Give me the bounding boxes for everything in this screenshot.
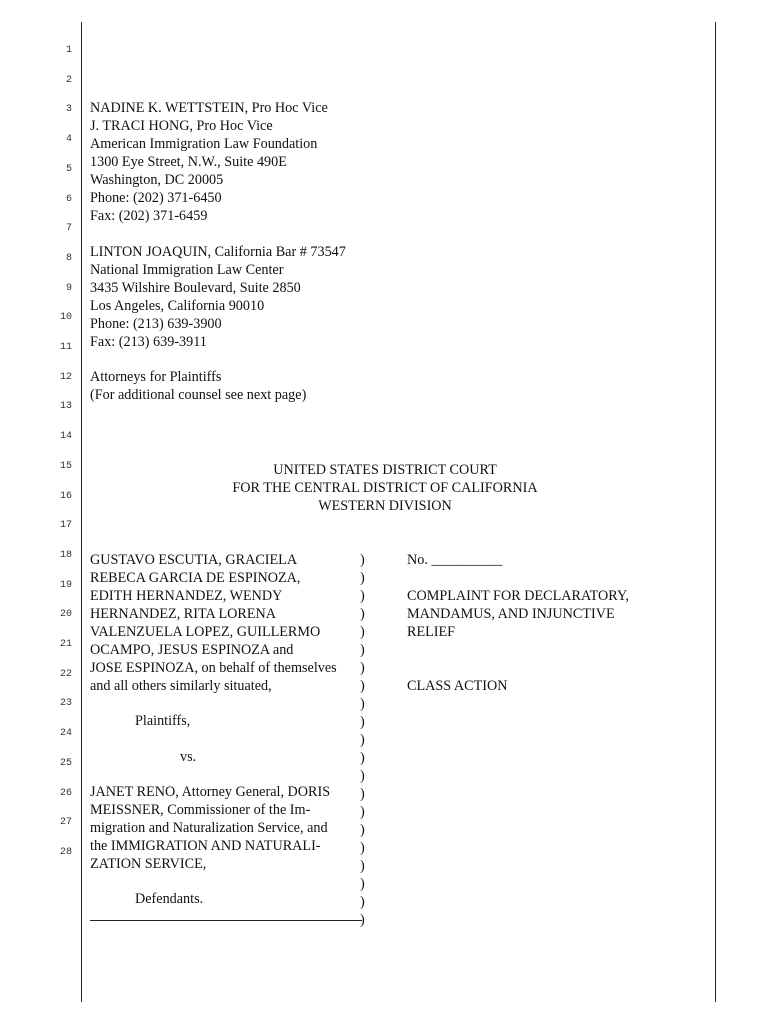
caption-parenthesis: ) bbox=[360, 624, 365, 640]
plaintiff-line: REBECA GARCIA DE ESPINOZA, bbox=[90, 570, 301, 586]
caption-parenthesis: ) bbox=[360, 768, 365, 784]
line-number: 23 bbox=[59, 698, 72, 710]
caption-parenthesis: ) bbox=[360, 588, 365, 604]
caption-parenthesis: ) bbox=[360, 606, 365, 622]
line-number: 20 bbox=[59, 609, 72, 621]
plaintiff-line: JOSE ESPINOZA, on behalf of themselves bbox=[90, 660, 337, 676]
counsel-line: Phone: (202) 371-6450 bbox=[90, 190, 222, 206]
defendant-line: JANET RENO, Attorney General, DORIS bbox=[90, 784, 331, 800]
plaintiff-line: EDITH HERNANDEZ, WENDY bbox=[90, 588, 283, 604]
plaintiffs-block bbox=[90, 551, 337, 695]
line-number: 9 bbox=[65, 282, 72, 294]
caption-parenthesis: ) bbox=[360, 786, 365, 802]
complaint-title-line: RELIEF bbox=[407, 624, 456, 640]
caption-parenthesis: ) bbox=[360, 876, 365, 892]
line-number: 17 bbox=[59, 520, 72, 532]
line-number: 13 bbox=[59, 401, 72, 413]
line-number: 22 bbox=[59, 668, 72, 680]
case-number: No. __________ bbox=[407, 552, 503, 568]
line-number: 18 bbox=[59, 549, 72, 561]
counsel-line: Fax: (213) 639-3911 bbox=[90, 334, 207, 350]
caption-parenthesis: ) bbox=[360, 696, 365, 712]
complaint-title-line: MANDAMUS, AND INJUNCTIVE bbox=[407, 606, 615, 622]
defendants-label: Defendants. bbox=[135, 891, 204, 907]
counsel-block-2 bbox=[90, 243, 346, 351]
complaint-title-line: COMPLAINT FOR DECLARATORY, bbox=[407, 588, 629, 604]
left-margin-rule bbox=[81, 22, 82, 1002]
counsel-line: National Immigration Law Center bbox=[90, 262, 284, 278]
caption-parenthesis: ) bbox=[360, 732, 365, 748]
counsel-line: Washington, DC 20005 bbox=[90, 172, 224, 188]
plaintiff-line: GUSTAVO ESCUTIA, GRACIELA bbox=[90, 552, 298, 568]
complaint-title bbox=[407, 587, 629, 641]
caption-parenthesis: ) bbox=[360, 570, 365, 586]
court-name: UNITED STATES DISTRICT COURT bbox=[273, 462, 497, 478]
defendant-line: migration and Naturalization Service, and bbox=[90, 820, 328, 836]
plaintiff-line: OCAMPO, JESUS ESPINOZA and bbox=[90, 642, 294, 658]
line-number: 11 bbox=[59, 342, 72, 353]
line-number: 12 bbox=[59, 371, 72, 383]
caption-parenthesis: ) bbox=[360, 804, 365, 820]
versus-label: vs. bbox=[180, 749, 197, 765]
line-number: 6 bbox=[65, 193, 72, 205]
line-number: 26 bbox=[59, 787, 72, 799]
line-number: 8 bbox=[65, 252, 72, 264]
counsel-line: J. TRACI HONG, Pro Hoc Vice bbox=[90, 118, 273, 134]
line-number: 4 bbox=[65, 134, 72, 146]
plaintiff-line: and all others similarly situated, bbox=[90, 678, 272, 694]
caption-bottom-rule bbox=[90, 920, 362, 921]
defendants-block bbox=[90, 783, 330, 873]
line-number: 16 bbox=[59, 490, 72, 502]
caption-parenthesis: ) bbox=[360, 750, 365, 766]
line-number: 14 bbox=[59, 431, 72, 443]
plaintiff-line: VALENZUELA LOPEZ, GUILLERMO bbox=[90, 624, 321, 640]
counsel-line: NADINE K. WETTSTEIN, Pro Hoc Vice bbox=[90, 100, 328, 116]
caption-parenthesis: ) bbox=[360, 894, 365, 910]
line-number: 28 bbox=[59, 846, 72, 858]
plaintiffs-label: Plaintiffs, bbox=[135, 713, 191, 729]
caption-parenthesis: ) bbox=[360, 858, 365, 874]
caption-parenthesis: ) bbox=[360, 642, 365, 658]
line-number: 5 bbox=[65, 163, 72, 175]
court-district: FOR THE CENTRAL DISTRICT OF CALIFORNIA bbox=[232, 480, 538, 496]
defendant-line: MEISSNER, Commissioner of the Im- bbox=[90, 802, 311, 818]
attorneys-for-block bbox=[90, 368, 306, 404]
counsel-line: Los Angeles, California 90010 bbox=[90, 298, 265, 314]
counsel-line: 3435 Wilshire Boulevard, Suite 2850 bbox=[90, 280, 301, 296]
caption-parenthesis: ) bbox=[360, 678, 365, 694]
line-number: 24 bbox=[59, 728, 72, 740]
plaintiff-line: HERNANDEZ, RITA LORENA bbox=[90, 606, 277, 622]
attorneys-for-line: Attorneys for Plaintiffs bbox=[90, 369, 222, 385]
right-margin-rule bbox=[715, 22, 716, 1002]
line-number: 3 bbox=[65, 104, 72, 116]
caption-parenthesis: ) bbox=[360, 822, 365, 838]
defendant-line: the IMMIGRATION AND NATURALI- bbox=[90, 838, 321, 854]
counsel-line: American Immigration Law Foundation bbox=[90, 136, 318, 152]
class-action-label: CLASS ACTION bbox=[407, 678, 508, 694]
counsel-line: LINTON JOAQUIN, California Bar # 73547 bbox=[90, 244, 346, 260]
line-number: 1 bbox=[65, 45, 72, 56]
counsel-block-1 bbox=[90, 99, 328, 225]
line-number: 21 bbox=[59, 639, 72, 650]
defendant-line: ZATION SERVICE, bbox=[90, 856, 207, 872]
line-number: 10 bbox=[59, 312, 72, 324]
caption-parenthesis: ) bbox=[360, 912, 365, 928]
line-number: 19 bbox=[59, 579, 72, 591]
counsel-line: Phone: (213) 639-3900 bbox=[90, 316, 222, 332]
line-number: 15 bbox=[59, 460, 72, 472]
court-caption bbox=[130, 461, 640, 515]
caption-parenthesis: ) bbox=[360, 660, 365, 676]
caption-parenthesis: ) bbox=[360, 714, 365, 730]
counsel-line: 1300 Eye Street, N.W., Suite 490E bbox=[90, 154, 287, 170]
court-division: WESTERN DIVISION bbox=[318, 498, 452, 514]
caption-parenthesis: ) bbox=[360, 840, 365, 856]
line-number: 25 bbox=[59, 757, 72, 769]
additional-counsel-note: (For additional counsel see next page) bbox=[90, 387, 307, 403]
line-number: 27 bbox=[59, 817, 72, 829]
counsel-line: Fax: (202) 371-6459 bbox=[90, 208, 208, 224]
line-number: 2 bbox=[65, 74, 72, 86]
caption-parenthesis: ) bbox=[360, 552, 365, 568]
line-number: 7 bbox=[65, 223, 72, 235]
